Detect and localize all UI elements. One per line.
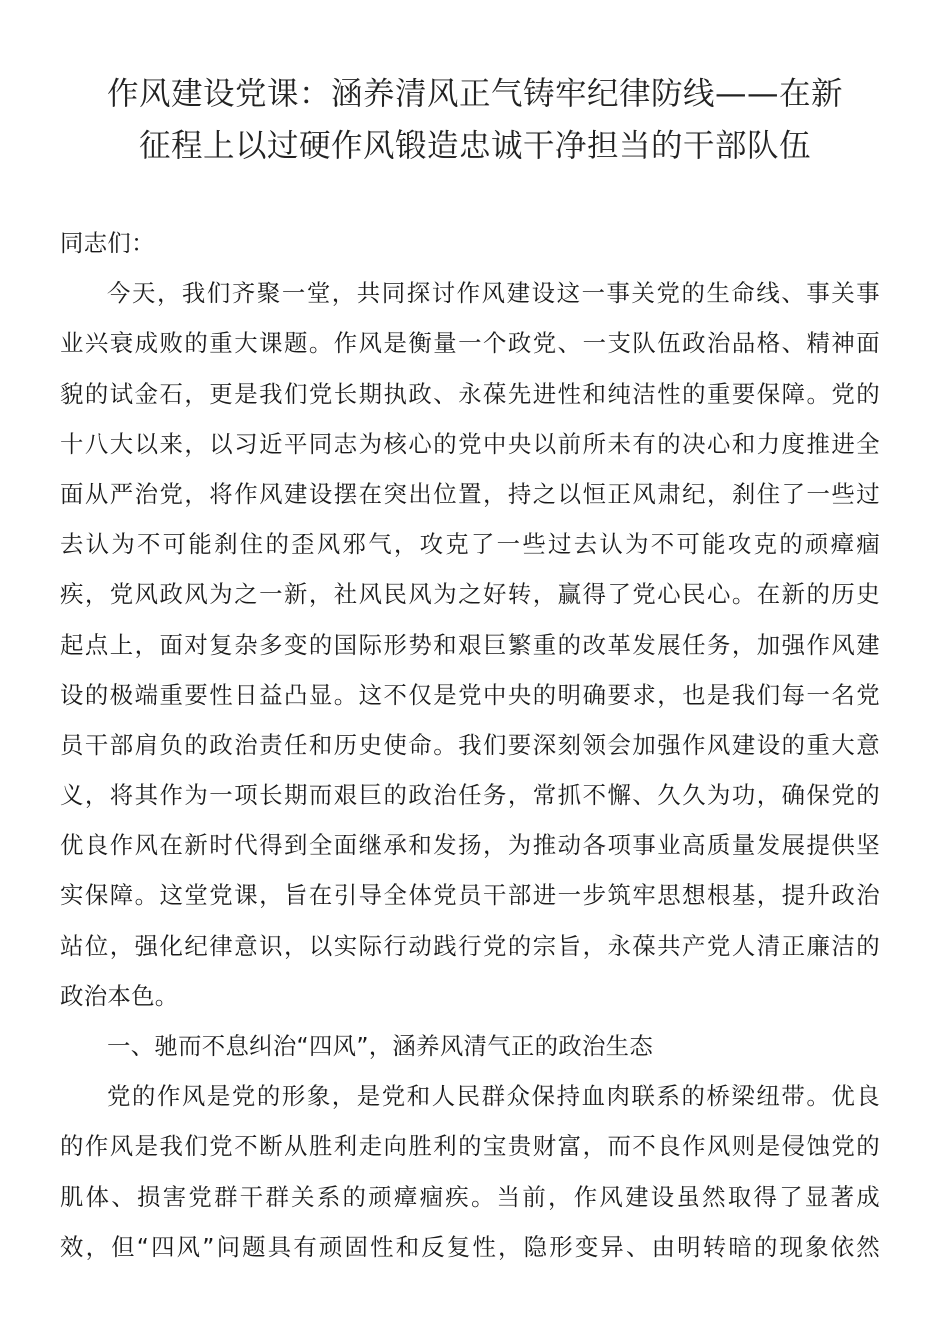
- paragraph-line: 义，将其作为一项长期而艰巨的政治任务，常抓不懈、久久为功，确保党的: [60, 781, 880, 810]
- paragraph-1: [60, 268, 880, 1021]
- paragraph-line: 业兴衰成败的重大课题。作风是衡量一个政党、一支队伍政治品格、精神面: [60, 329, 880, 358]
- section-heading: 一、驰而不息纠治“四风”，涵养风清气正的政治生态: [107, 1032, 654, 1060]
- paragraph-line: 实保障。这堂党课，旨在引导全体党员干部进一步筑牢思想根基，提升政治: [60, 881, 880, 910]
- paragraph-line: 疾，党风政风为之一新，社风民风为之好转，赢得了党心民心。在新的历史: [60, 580, 880, 609]
- paragraph-line: 政治本色。: [60, 981, 179, 1010]
- document-title: [52, 68, 898, 172]
- paragraph-line: 起点上，面对复杂多变的国际形势和艰巨繁重的改革发展任务，加强作风建: [60, 630, 880, 659]
- paragraph-line: 设的极端重要性日益凸显。这不仅是党中央的明确要求，也是我们每一名党: [60, 680, 880, 709]
- paragraph-line: 十八大以来，以习近平同志为核心的党中央以前所未有的决心和力度推进全: [60, 429, 880, 458]
- paragraph-line: 优良作风在新时代得到全面继承和发扬，为推动各项事业高质量发展提供坚: [60, 831, 880, 860]
- paragraph-2: [60, 1071, 880, 1272]
- paragraph-line: 今天，我们齐聚一堂，共同探讨作风建设这一事关党的生命线、事关事: [107, 279, 880, 308]
- document-body: [60, 218, 880, 1272]
- title-line-2: 征程上以过硬作风锻造忠诚干净担当的干部队伍: [138, 128, 811, 164]
- paragraph-line: 去认为不可能刹住的歪风邪气，攻克了一些过去认为不可能攻克的顽瘴痼: [60, 530, 880, 559]
- paragraph-line: 员干部肩负的政治责任和历史使命。我们要深刻领会加强作风建设的重大意: [60, 730, 880, 759]
- paragraph-line: 的作风是我们党不断从胜利走向胜利的宝贵财富，而不良作风则是侵蚀党的: [60, 1132, 880, 1161]
- paragraph-line: 面从严治党，将作风建设摆在突出位置，持之以恒正风肃纪，刹住了一些过: [60, 479, 880, 508]
- paragraph-line: 党的作风是党的形象，是党和人民群众保持血肉联系的桥梁纽带。优良: [107, 1082, 880, 1111]
- paragraph-line: 效，但“四风”问题具有顽固性和反复性，隐形变异、由明转暗的现象依然: [60, 1232, 880, 1261]
- paragraph-line: 肌体、损害党群干群关系的顽瘴痼疾。当前，作风建设虽然取得了显著成: [60, 1182, 880, 1211]
- title-line-1: 作风建设党课：涵养清风正气铸牢纪律防线——在新: [106, 76, 843, 112]
- paragraph-line: 貌的试金石，更是我们党长期执政、永葆先进性和纯洁性的重要保障。党的: [60, 379, 880, 408]
- paragraph-line: 站位，强化纪律意识，以实际行动践行党的宗旨，永葆共产党人清正廉洁的: [60, 931, 880, 960]
- salutation: 同志们：: [60, 229, 155, 257]
